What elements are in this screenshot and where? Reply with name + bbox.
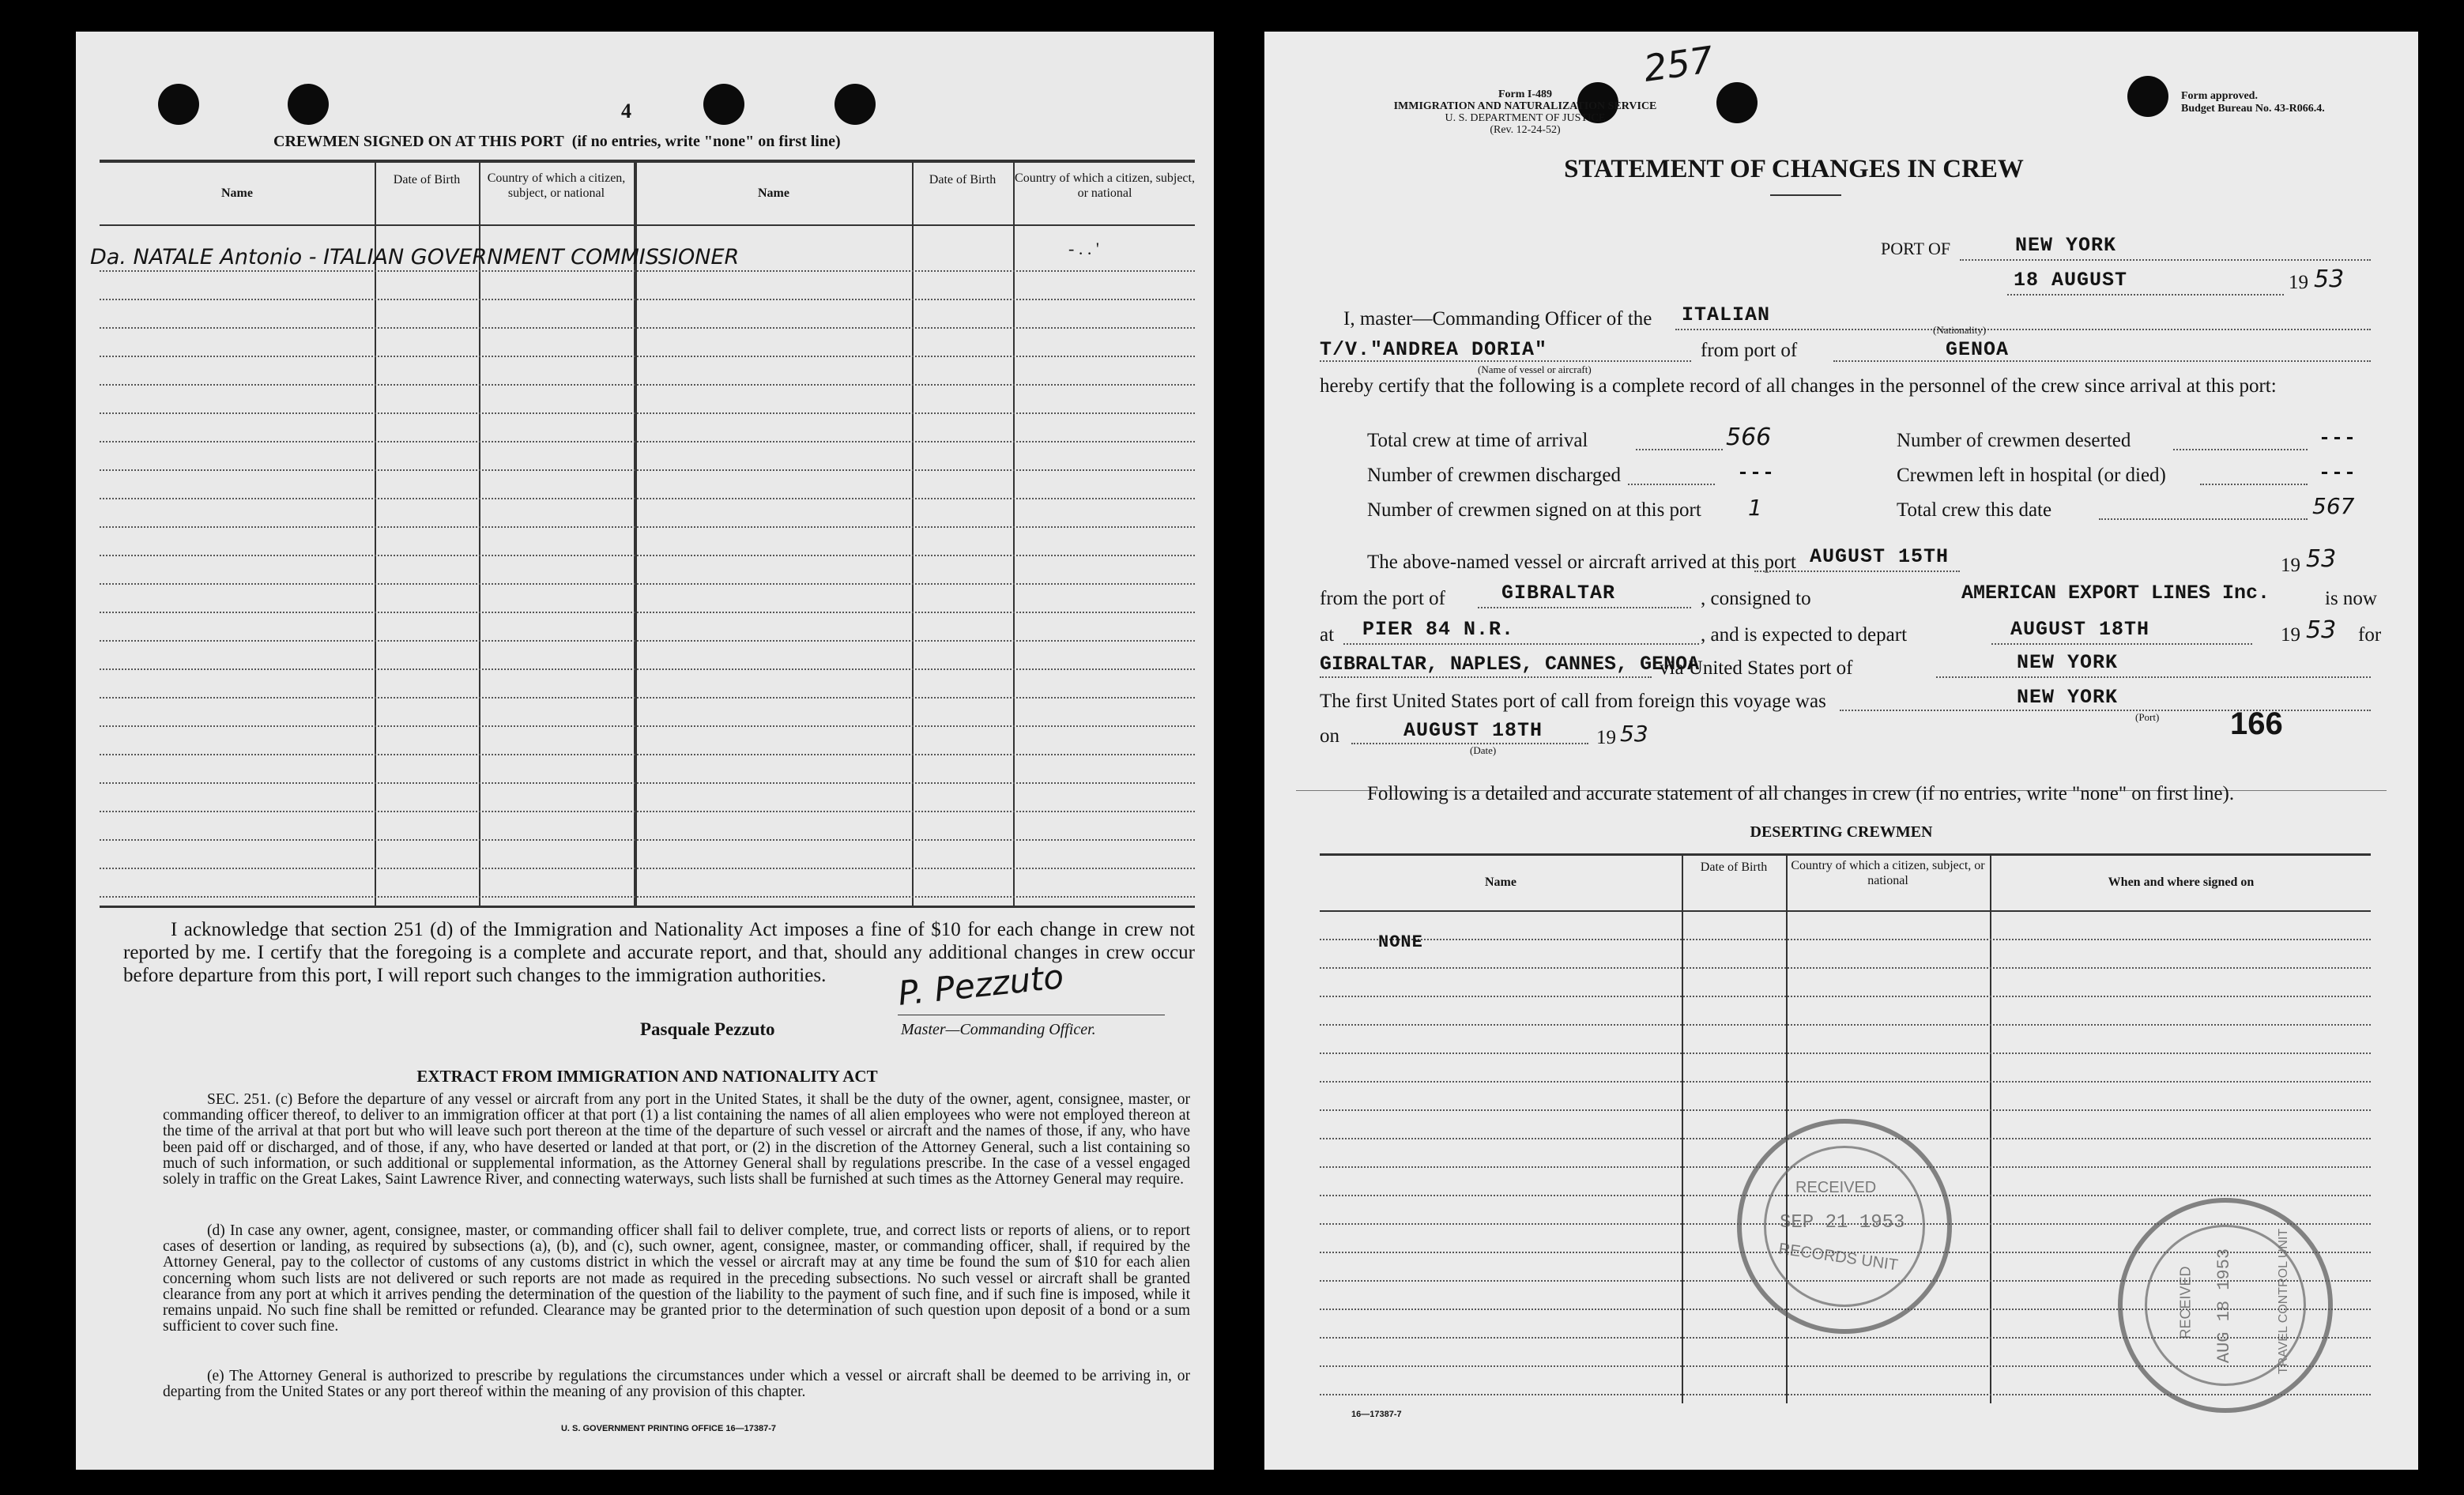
table-row xyxy=(100,498,1195,499)
deserted-value: --- xyxy=(2319,427,2357,450)
depart-year-prefix: 19 xyxy=(2281,624,2300,646)
port-line xyxy=(1960,259,2371,261)
hospital-value: --- xyxy=(2319,461,2357,484)
first-year-value: 53 xyxy=(1620,721,1648,747)
table-row xyxy=(100,356,1195,357)
master-name: Pasquale Pezzuto xyxy=(640,1019,775,1039)
port-caption: (Port) xyxy=(2135,711,2160,723)
total-arrival-label: Total crew at time of arrival xyxy=(1367,430,1588,451)
col-header-name: Name xyxy=(221,186,253,200)
handwritten-number: 257 xyxy=(1641,38,1716,90)
table-row xyxy=(100,725,1195,727)
dot-leader xyxy=(1343,643,1699,645)
table-row xyxy=(100,697,1195,699)
consignee-value: AMERICAN EXPORT LINES Inc. xyxy=(1961,582,2270,604)
destinations-value: GIBRALTAR, NAPLES, CANNES, GENOA xyxy=(1320,653,1700,676)
table-row xyxy=(1320,1081,2371,1083)
table-row xyxy=(100,327,1195,329)
table-row xyxy=(100,555,1195,556)
section-251d: (d) In case any owner, agent, consignee, master, or commanding officer shall fail to deliver complete, true, and correct lists or reports of aliens, or to report cases of desertion or landing, as required by subsections (a), (b), and (c), such owner, agent, consignee, master, or commanding officer, shall, if required by the Attorney General, pay to the collector of customs of any customs district in which the vessel or aircraft may at any time be found the sum of $10 for each alien concerning whom such lists are not delivered or such reports are not made as required in the preceding subsections. No such vessel or aircraft shall be granted clearance from any port at which it arrives pending the determination of the question of the liability to the payment of such fine, and if such fine is imposed, while it remains unpaid. No such fine shall be remitted or refunded. Clearance may be granted prior to the determination of such question upon deposit of a bond or a sum sufficient to cover such fine. xyxy=(163,1222,1190,1335)
column-divider xyxy=(375,161,376,907)
first-date-value: AUGUST 18TH xyxy=(1403,719,1543,742)
section-251c: SEC. 251. (c) Before the departure of any vessel or aircraft from any port in the United States, it shall be the duty of the owner, agent, consignee, master, or commanding officer thereof, to deliver to an immigration officer at that port (1) a list containing the names of all alien employees who were not employed thereon at the time of the arrival at that port but who will leave such port thereon at the time of the departure of such vessel or aircraft and the names of those, if any, who have been paid off or discharged, and of those, if any, who have deserted or landed at that port, or (2) in the discretion of the Attorney General, such a list containing so much of such information, or such additional or supplemental information, as the Attorney General shall by regulations prescribe. In the case of a vessel engaged solely in traffic on the Great Lakes, Saint Lawrence River, and connecting waterways, such lists shall be furnished at such times as the Attorney General may require. xyxy=(163,1091,1190,1188)
from-port-text: from the port of xyxy=(1320,588,1445,609)
certify-text: hereby certify that the following is a complete record of all changes in the personnel of the crew since arrival at this port: xyxy=(1320,375,2277,397)
dot-leader xyxy=(1936,676,2371,678)
col-header-when: When and where signed on xyxy=(2108,876,2255,889)
table-header-rule xyxy=(100,224,1195,226)
dot-leader xyxy=(1628,484,1715,485)
stamp-received-text: RECEIVED xyxy=(2177,1266,2194,1339)
column-divider xyxy=(912,161,914,907)
col-header-name: Name xyxy=(1485,876,1516,889)
punch-hole xyxy=(835,84,876,125)
table-row xyxy=(100,384,1195,386)
dot-leader xyxy=(1478,607,1691,608)
dot-leader xyxy=(2173,449,2308,450)
form-approved xyxy=(2181,90,2325,115)
table-row xyxy=(100,640,1195,642)
from-port-value: GENOA xyxy=(1946,338,2010,361)
footer-code: 16—17387-7 xyxy=(1351,1410,1402,1419)
title-underline xyxy=(1770,194,1841,196)
first-port-value: NEW YORK xyxy=(2017,686,2119,709)
department: U. S. DEPARTMENT OF JUSTICE xyxy=(1445,112,1606,124)
table-row xyxy=(1320,967,2371,969)
none-entry: NONE xyxy=(1378,932,1423,952)
nationality-line xyxy=(1675,329,2371,330)
date-line xyxy=(2007,294,2284,296)
following-text: Following is a detailed and accurate statement of all changes in crew (if no entries, write "none" on first line). xyxy=(1367,783,2235,804)
table-title: CREWMEN SIGNED ON AT THIS PORT (if no entries, write "none" on first line) xyxy=(273,133,841,150)
arrived-text: The above-named vessel or aircraft arrived at this port xyxy=(1367,552,1796,573)
depart-date: AUGUST 18TH xyxy=(2010,618,2150,641)
date-caption: (Date) xyxy=(1470,744,1497,756)
table-top-rule xyxy=(1320,853,2371,856)
for-label: for xyxy=(2358,624,2382,646)
signed-on-value: 1 xyxy=(1748,495,1762,521)
expected-label: , and is expected to depart xyxy=(1701,624,1908,646)
via-port-value: NEW YORK xyxy=(2017,651,2119,674)
deserted-label: Number of crewmen deserted xyxy=(1897,430,2131,451)
extract-title: EXTRACT FROM IMMIGRATION AND NATIONALITY ACT xyxy=(416,1067,878,1086)
col-header-country-2: Country of which a citizen, subject, or national xyxy=(1015,171,1195,200)
table-row xyxy=(100,754,1195,755)
table-top-rule xyxy=(100,160,1195,163)
total-date-label: Total crew this date xyxy=(1897,499,2052,521)
acknowledgment-text: I acknowledge that section 251 (d) of the Immigration and Nationality Act imposes a fine of $10 for each change in crew not reported by me. I certify that the foregoing is a complete and accurate report, and that, should any additional changes in crew occur before departure from this port, I will report such changes to the immigration authorities. xyxy=(123,919,1195,986)
year-value: 53 xyxy=(2314,265,2345,293)
col-header-dob-2: Date of Birth xyxy=(929,173,997,186)
punch-hole xyxy=(158,84,199,125)
table-row xyxy=(1320,1053,2371,1054)
deserting-title: DESERTING CREWMEN xyxy=(1750,823,1933,841)
punch-hole xyxy=(2127,76,2168,117)
first-port-text: The first United States port of call from foreign this voyage was xyxy=(1320,691,1826,712)
crew-entry: Da. NATALE Antonio - ITALIAN GOVERNMENT COMMISSIONER xyxy=(90,245,740,269)
table-row xyxy=(100,583,1195,585)
table-row xyxy=(1320,1024,2371,1026)
consigned-label: , consigned to xyxy=(1701,588,1811,609)
vessel-line xyxy=(1320,360,1691,362)
arrived-date: AUGUST 15TH xyxy=(1810,545,1950,568)
table-row xyxy=(100,612,1195,613)
from-port-line xyxy=(1833,360,2371,362)
table-row xyxy=(1320,939,2371,940)
from-port-value-2: GIBRALTAR xyxy=(1501,582,1616,604)
stamp-date: AUG 18 1953 xyxy=(2214,1248,2235,1364)
dot-leader xyxy=(1754,571,1960,572)
at-label: at xyxy=(1320,624,1335,646)
dot-leader xyxy=(2200,484,2308,485)
hospital-label: Crewmen left in hospital (or died) xyxy=(1897,465,2166,486)
pier-value: PIER 84 N.R. xyxy=(1362,618,1515,641)
form-approved-text: Form approved. xyxy=(2181,90,2258,102)
punch-hole xyxy=(703,84,744,125)
signed-on-label: Number of crewmen signed on at this port xyxy=(1367,499,1701,521)
received-stamp-records xyxy=(1737,1119,1952,1334)
col-header-dob: Date of Birth xyxy=(1700,860,1768,874)
col-header-country: Country of which a citizen, subject, or national xyxy=(487,171,626,200)
right-page xyxy=(1264,32,2418,1470)
agency: IMMIGRATION AND NATURALIZATION SERVICE xyxy=(1393,100,1657,112)
tick-marks: - . . ' xyxy=(1068,239,1099,258)
table-row xyxy=(100,839,1195,841)
discharged-value: --- xyxy=(1737,461,1776,484)
nationality-value: ITALIAN xyxy=(1682,303,1771,326)
left-page xyxy=(76,32,1214,1470)
discharged-label: Number of crewmen discharged xyxy=(1367,465,1621,486)
stamp-date: SEP 21 1953 xyxy=(1780,1212,1905,1233)
table-row xyxy=(100,896,1195,898)
from-port-label: from port of xyxy=(1701,340,1798,361)
table-row xyxy=(100,782,1195,784)
column-divider xyxy=(479,161,480,907)
table-header-rule xyxy=(1320,910,2371,912)
depart-year: 53 xyxy=(2306,616,2337,644)
dot-leader xyxy=(2099,518,2308,520)
stamp-unit-text: TRAVEL CONTROL UNIT xyxy=(2277,1228,2291,1375)
page-number: 4 xyxy=(621,100,631,122)
nationality-caption: (Nationality) xyxy=(1933,324,1987,336)
stamped-number: 166 xyxy=(2230,706,2283,741)
table-row xyxy=(100,441,1195,442)
table-row xyxy=(100,868,1195,869)
vessel-caption: (Name of vessel or aircraft) xyxy=(1478,363,1592,375)
column-divider xyxy=(1990,855,1991,1403)
table-row xyxy=(100,412,1195,414)
col-header-dob: Date of Birth xyxy=(393,173,461,186)
budget-bureau: Budget Bureau No. 43-R066.4. xyxy=(2181,103,2325,115)
table-row xyxy=(100,668,1195,670)
arrived-year: 53 xyxy=(2306,545,2337,573)
dot-leader xyxy=(1840,710,2371,711)
table-row xyxy=(100,299,1195,300)
page-title: STATEMENT OF CHANGES IN CREW xyxy=(1564,155,2024,183)
master-text: I, master—Commanding Officer of the xyxy=(1343,308,1652,330)
column-divider xyxy=(634,161,637,907)
port-value: NEW YORK xyxy=(2015,234,2117,257)
column-divider xyxy=(1013,161,1015,907)
vessel-value: T/V."ANDREA DORIA" xyxy=(1320,338,1548,361)
master-signature: P. Pezzuto xyxy=(896,957,1066,1013)
port-label: PORT OF xyxy=(1881,239,1951,258)
total-arrival-value: 566 xyxy=(1726,424,1772,451)
table-row xyxy=(1320,1109,2371,1111)
via-label: via United States port of xyxy=(1660,657,1853,679)
is-now-label: is now xyxy=(2325,588,2377,609)
section-251e: (e) The Attorney General is authorized to prescribe by regulations the circumstances under which a vessel or aircraft shall be deemed to be arriving in, or departing from the United States or any port thereof within the meaning of any provision of this chapter. xyxy=(163,1368,1190,1401)
table-row xyxy=(100,811,1195,812)
form-number: Form I-489 xyxy=(1498,88,1553,100)
on-label: on xyxy=(1320,725,1339,747)
form-header xyxy=(1296,88,1754,136)
date-value: 18 AUGUST xyxy=(2014,269,2128,292)
arrived-year-prefix: 19 xyxy=(2281,555,2300,576)
col-header-country: Country of which a citizen, subject, or national xyxy=(1791,859,1985,887)
column-divider xyxy=(1786,855,1788,1403)
table-row xyxy=(1320,996,2371,997)
column-divider xyxy=(1682,855,1683,1403)
master-label: Master—Commanding Officer. xyxy=(901,1021,1096,1038)
col-header-name-2: Name xyxy=(758,186,789,200)
total-date-value: 567 xyxy=(2312,493,2355,519)
first-year-prefix: 19 xyxy=(1596,727,1616,748)
table-row xyxy=(100,469,1195,471)
year-prefix: 19 xyxy=(2289,272,2308,293)
dot-leader xyxy=(1636,449,1723,450)
table-row xyxy=(100,526,1195,528)
gpo-footer: U. S. GOVERNMENT PRINTING OFFICE 16—17387-7 xyxy=(560,1424,776,1433)
revision: (Rev. 12-24-52) xyxy=(1490,124,1561,136)
received-stamp-travel-control xyxy=(2118,1198,2333,1413)
table-bottom-rule xyxy=(100,906,1195,908)
punch-hole xyxy=(288,84,329,125)
dot-leader xyxy=(1320,676,1652,678)
stamp-records-unit: RECORDS UNIT xyxy=(1777,1240,1900,1275)
stamp-received-text: RECEIVED xyxy=(1795,1179,1877,1196)
dot-leader xyxy=(1991,643,2252,645)
table-row xyxy=(100,270,1195,272)
